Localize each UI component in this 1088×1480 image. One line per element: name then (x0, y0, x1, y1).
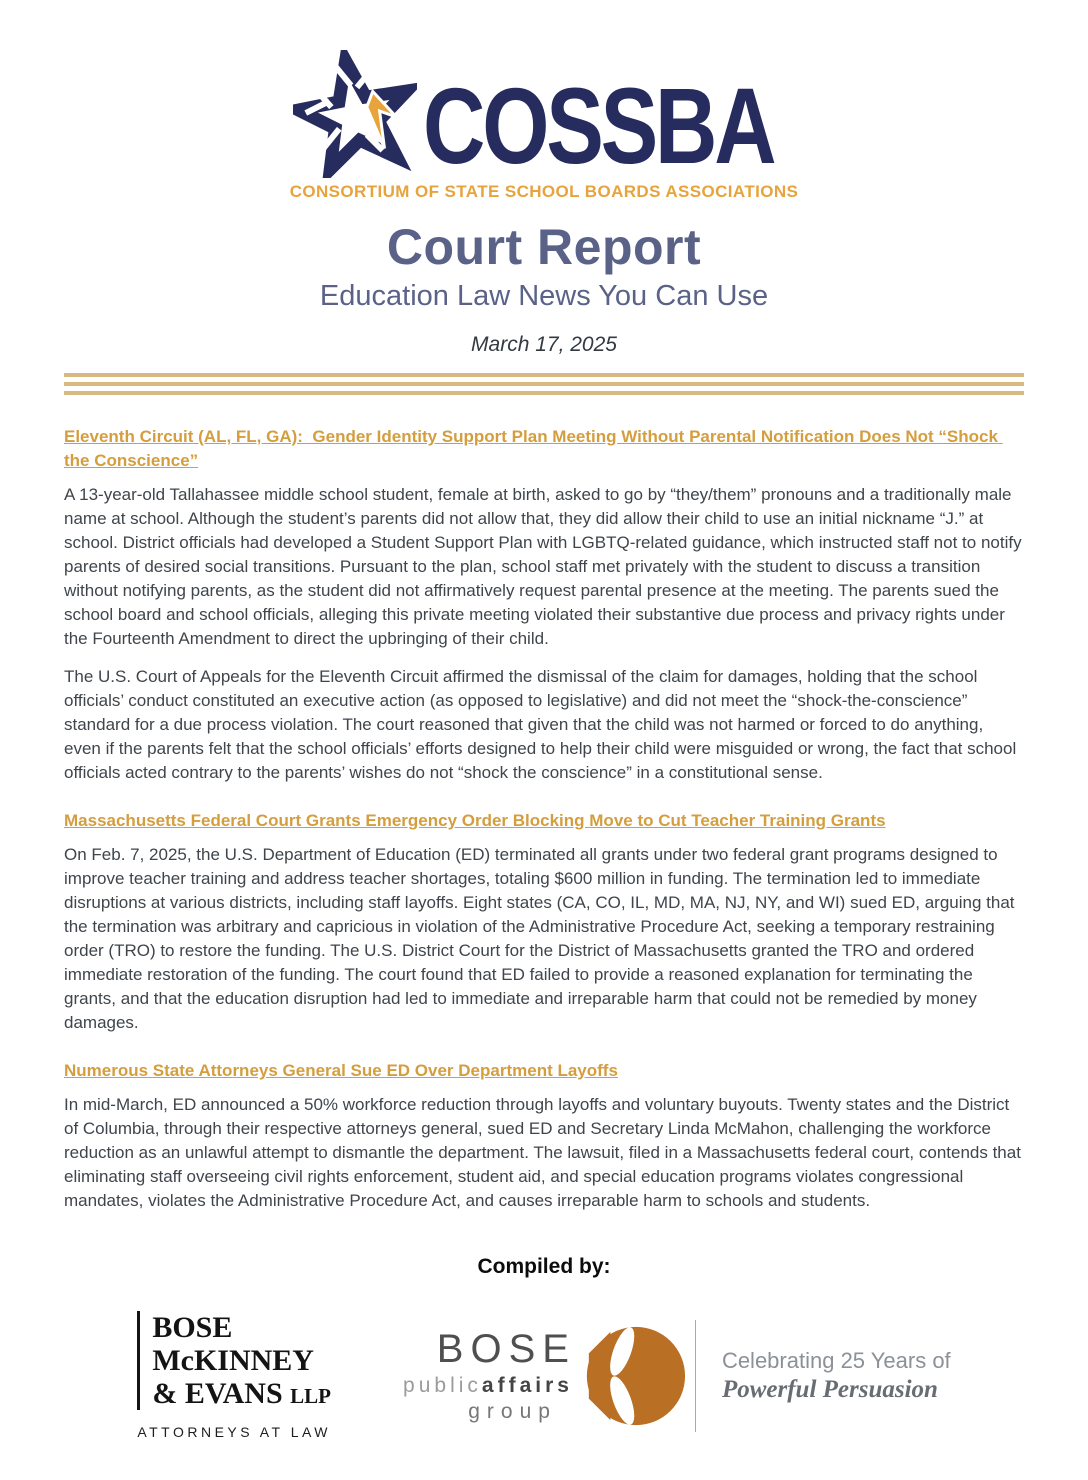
article-heading-link[interactable]: Eleventh Circuit (AL, FL, GA): Gender Identity Support Plan Meeting Without Parental Notification Does Not “Shock the Conscience” (64, 427, 1003, 470)
celebration-tagline (722, 1348, 951, 1404)
bose-mckinney-evans-logo (137, 1311, 331, 1440)
article-paragraph: A 13-year-old Tallahassee middle school student, female at birth, asked to go by “they/them” pronouns and a traditionally male name at school. Although the student’s parents did not allow that, they did allow their child to use an initial nickname “J.” at school. District officials had developed a Student Support Plan with LGBTQ-related guidance, which instructed staff not to notify parents of desired social transitions. Pursuant to the plan, school staff met privately with the student to discuss a transition without notifying parents, as the student did not affirmatively request parental presence at the meeting. The parents sued the school board and school officials, alleging this private meeting violated their substantive due process and privacy rights under the Fourteenth Amendment to direct the upbringing of their child. (64, 485, 1022, 648)
divider-line (64, 391, 1024, 395)
footer (64, 1255, 1024, 1440)
bose-b-mark-icon (579, 1320, 687, 1432)
bme-line2: McKINNEY (152, 1344, 314, 1377)
page-subtitle: Education Law News You Can Use (319, 280, 769, 312)
celebration-line2: Powerful Persuasion (721, 1375, 938, 1403)
cossba-logo (64, 50, 1024, 187)
cossba-wordmark: COSSBA (423, 65, 774, 187)
article-massachusetts-tro (64, 809, 1024, 1035)
article-heading-link[interactable]: Massachusetts Federal Court Grants Emergency Order Blocking Move to Cut Teacher Training Grants (64, 811, 886, 830)
page-title: Court Report (386, 219, 702, 275)
bpag-word-public: public (403, 1374, 482, 1397)
article-paragraph: In mid-March, ED announced a 50% workforce reduction through layoffs and voluntary buyouts. Twenty states and the District of Columbia, through their respective attorneys general, sued ED and Secretary Linda McMahon, challenging the workforce reduction as an unlawful attempt to dismantle the department. The lawsuit, filed in a Massachusetts federal court, contends that eliminating staff overseeing civil rights enforcement, student aid, and special education programs violates congressional mandates, violates the Administrative Procedure Act, and causes irreparable harm to schools and students. (64, 1095, 1021, 1210)
bme-line3: & EVANS LLP (152, 1377, 331, 1410)
divider-line (64, 382, 1024, 386)
bme-vertical-bar (137, 1311, 140, 1410)
bme-tagline: ATTORNEYS AT LAW (137, 1424, 332, 1440)
article-paragraph: The U.S. Court of Appeals for the Eleventh Circuit affirmed the dismissal of the claim for damages, holding that the school officials’ conduct constituted an executive action (as opposed to legislative) and did not meet the “shock-the-conscience” standard for a due process violation. The court reasoned that given that the child was not harmed or forced to do anything, even if the parents felt that the school officials’ efforts designed to help their child were misguided or wrong, the fact that school officials acted contrary to the parents’ wishes do not “shock the conscience” in a constitutional sense. (64, 667, 1017, 782)
bme-llp: LLP (290, 1384, 331, 1408)
bpag-word-group: group (468, 1400, 557, 1423)
bpag-word-affairs: affairs (481, 1374, 573, 1397)
article-paragraph: On Feb. 7, 2025, the U.S. Department of Education (ED) terminated all grants under two federal grant programs designed to improve teacher training and address teacher shortages, totaling $600 million in funding. The termination led to immediate disruptions at various districts, including staff layoffs. Eight states (CA, CO, IL, MD, MA, NJ, NY, and WI) sued ED, arguing that the termination was arbitrary and capricious in violation of the Administrative Procedure Act, seeking a temporary restraining order (TRO) to restore the funding. The U.S. District Court for the District of Massachusetts granted the TRO and ordered immediate restoration of the funding. The court found that ED failed to provide a reasoned explanation for terminating the grants, and that the education disruption had led to immediate and irreparable harm that could not be remedied by money damages. (64, 845, 1015, 1032)
article-eleventh-circuit (64, 425, 1024, 785)
articles-section (64, 425, 1024, 1213)
celebration-line1: Celebrating 25 Years of (721, 1347, 951, 1373)
sponsor-logos-row (64, 1311, 1024, 1440)
bpag-name: BOSE (436, 1327, 576, 1371)
cossba-star-icon (293, 50, 417, 178)
triple-rule-divider (64, 373, 1024, 395)
bose-public-affairs-logo (403, 1320, 687, 1432)
issue-date: March 17, 2025 (471, 333, 617, 356)
masthead (64, 50, 1024, 357)
footer-divider-rule (695, 1320, 696, 1432)
article-ag-lawsuit (64, 1059, 1024, 1213)
article-heading-link[interactable]: Numerous State Attorneys General Sue ED Over Department Layoffs (64, 1061, 618, 1080)
bme-line1: BOSE (152, 1311, 233, 1344)
compiled-by-label: Compiled by: (477, 1255, 611, 1278)
cossba-tagline: CONSORTIUM OF STATE SCHOOL BOARDS ASSOCIATIONS (289, 182, 799, 201)
divider-line (64, 373, 1024, 377)
